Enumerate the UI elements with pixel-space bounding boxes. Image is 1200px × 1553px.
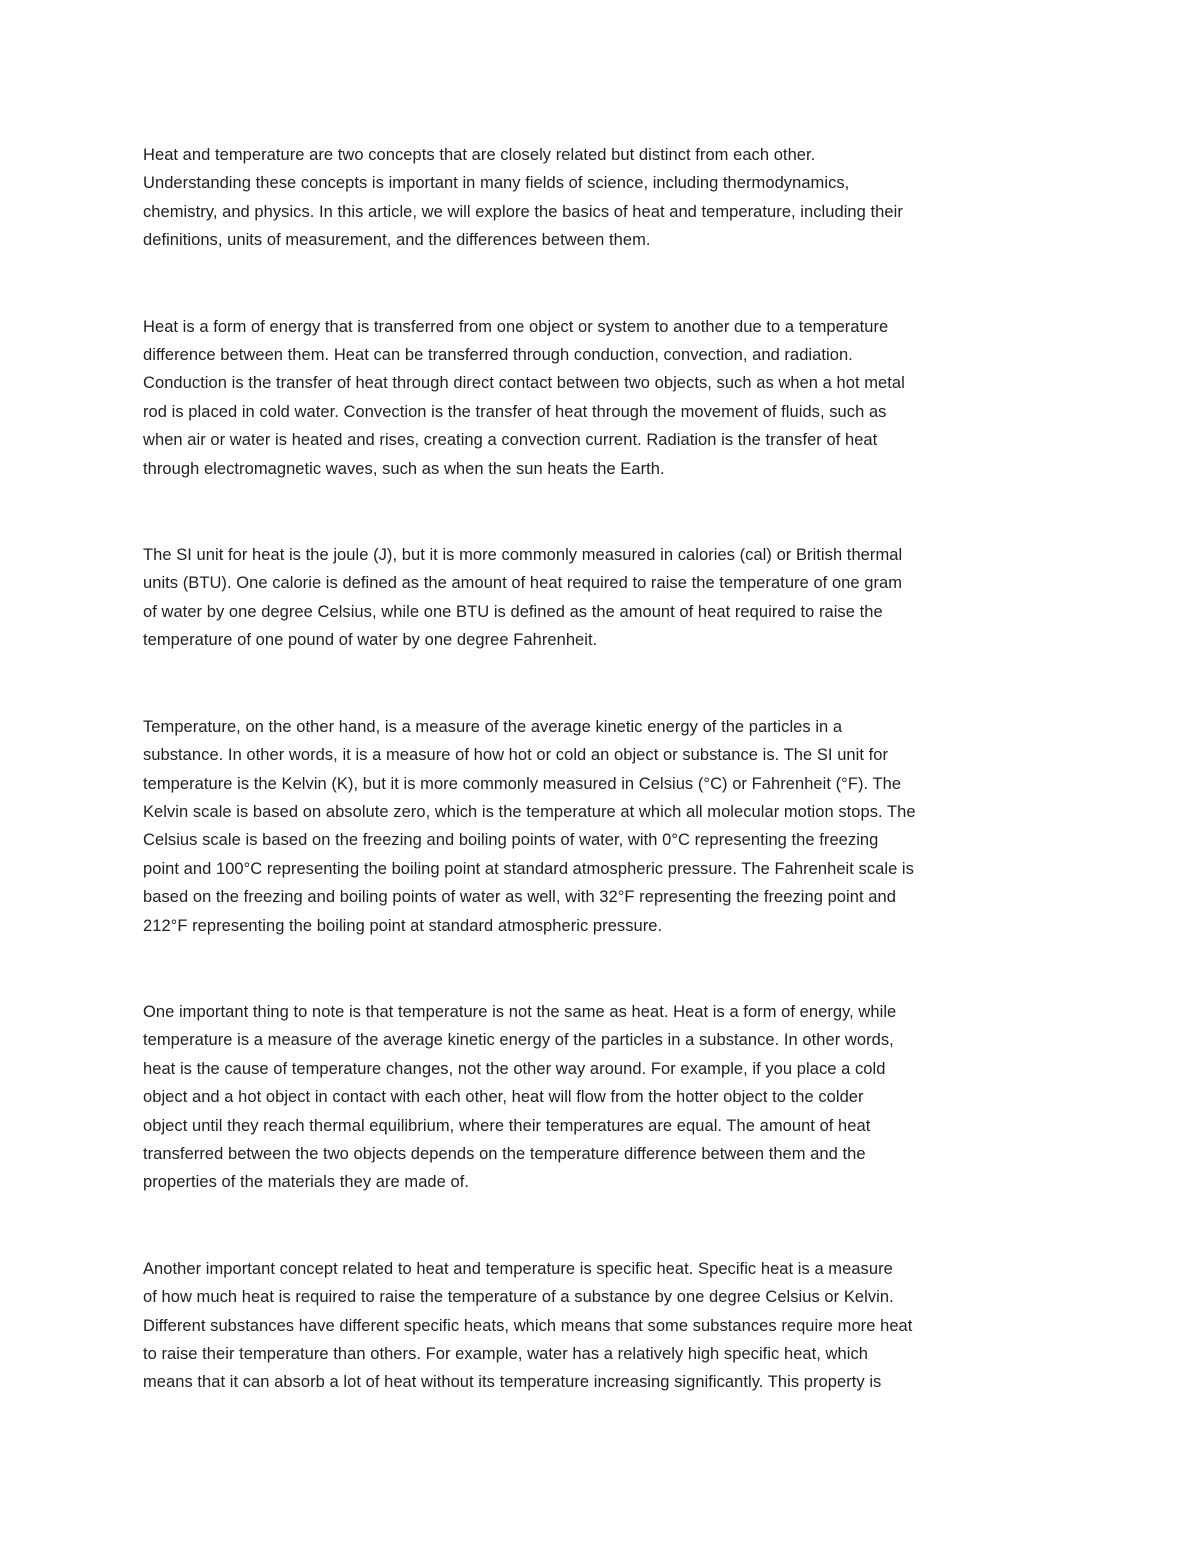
text-line: of how much heat is required to raise the temperature of a substance by one degree Celsius or Kelvin. — [143, 1288, 894, 1307]
text-line: through electromagnetic waves, such as when the sun heats the Earth. — [143, 459, 665, 478]
text-line: Conduction is the transfer of heat through direct contact between two objects, such as when a hot metal — [143, 374, 905, 393]
text-line: units (BTU). One calorie is defined as the amount of heat required to raise the temperature of one gram — [143, 574, 903, 593]
text-line: Another important concept related to heat and temperature is specific heat. Specific heat is a measure — [143, 1259, 893, 1278]
text-line: Heat and temperature are two concepts that are closely related but distinct from each other. — [143, 146, 816, 164]
paragraph-spacer — [143, 483, 1063, 541]
text-line: properties of the materials they are made of. — [143, 1173, 469, 1192]
text-line: 212°F representing the boiling point at standard atmospheric pressure. — [143, 916, 663, 935]
text-line: object and a hot object in contact with each other, heat will flow from the hotter object to the colder — [143, 1088, 864, 1107]
text-line: transferred between the two objects depends on the temperature difference between them and the — [143, 1144, 866, 1163]
text-line: substance. In other words, it is a measure of how hot or cold an object or substance is. The SI unit for — [143, 746, 889, 765]
text-line: temperature of one pound of water by one degree Fahrenheit. — [143, 631, 598, 650]
text-line: to raise their temperature than others. For example, water has a relatively high specific heat, which — [143, 1345, 868, 1363]
article-body — [143, 141, 1063, 1397]
paragraph-specific-heat — [143, 1255, 1063, 1397]
paragraph-heat-definition — [143, 313, 1063, 483]
text-line: means that it can absorb a lot of heat without its temperature increasing significantly. This property is — [143, 1373, 882, 1392]
text-line: Understanding these concepts is important in many fields of science, including thermodynamics, — [143, 174, 850, 193]
paragraph-heat-units — [143, 541, 1063, 655]
text-line: chemistry, and physics. In this article, we will explore the basics of heat and temperature, including their — [143, 202, 903, 221]
text-line: The SI unit for heat is the joule (J), but it is more commonly measured in calories (cal) or British thermal — [143, 546, 903, 565]
text-line: Heat is a form of energy that is transferred from one object or system to another due to a temperature — [143, 317, 889, 336]
text-line: definitions, units of measurement, and the differences between them. — [143, 231, 651, 250]
text-line: object until they reach thermal equilibrium, where their temperatures are equal. The amount of heat — [143, 1116, 871, 1135]
text-line: when air or water is heated and rises, creating a convection current. Radiation is the transfer of heat — [143, 431, 878, 450]
text-line: heat is the cause of temperature changes, not the other way around. For example, if you place a cold — [143, 1059, 886, 1078]
text-line: Different substances have different specific heats, which means that some substances require more heat — [143, 1316, 913, 1335]
text-line: Celsius scale is based on the freezing and boiling points of water, with 0°C representing the freezing — [143, 831, 879, 850]
text-line: difference between them. Heat can be transferred through conduction, convection, and radiation. — [143, 346, 853, 365]
paragraph-spacer — [143, 255, 1063, 313]
text-line: based on the freezing and boiling points of water as well, with 32°F representing the freezing point and — [143, 888, 896, 907]
paragraph-spacer — [143, 940, 1063, 998]
text-line: rod is placed in cold water. Convection is the transfer of heat through the movement of fluids, such as — [143, 402, 887, 421]
text-line: temperature is the Kelvin (K), but it is more commonly measured in Celsius (°C) or Fahrenheit (°F). The — [143, 774, 902, 793]
paragraph-heat-vs-temperature — [143, 998, 1063, 1197]
text-line: Kelvin scale is based on absolute zero, which is the temperature at which all molecular motion stops. The — [143, 802, 916, 821]
text-line: One important thing to note is that temperature is not the same as heat. Heat is a form of energy, while — [143, 1002, 897, 1021]
paragraph-spacer — [143, 655, 1063, 713]
text-line: of water by one degree Celsius, while one BTU is defined as the amount of heat required to raise the — [143, 602, 883, 621]
paragraph-spacer — [143, 1197, 1063, 1255]
text-line: point and 100°C representing the boiling point at standard atmospheric pressure. The Fahrenheit scale is — [143, 859, 914, 878]
paragraph-intro — [143, 141, 1063, 255]
paragraph-temperature — [143, 713, 1063, 940]
text-line: Temperature, on the other hand, is a measure of the average kinetic energy of the particles in a — [143, 717, 843, 736]
text-line: temperature is a measure of the average kinetic energy of the particles in a substance. In other words, — [143, 1031, 894, 1050]
